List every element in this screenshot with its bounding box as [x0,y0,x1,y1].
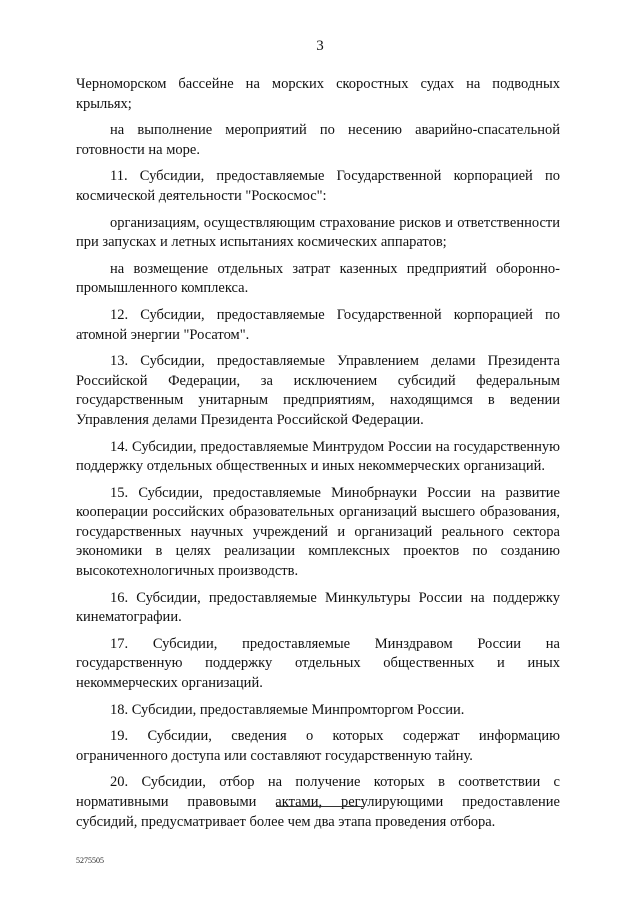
paragraph: 15. Субсидии, предоставляемые Минобрнауки России на развитие кооперации российских образовательных организаций высшего образования, государственных научных учреждений и организаций реального сектора экономики в целях реализации комплексных проектов по созданию высокотехнологичных производств. [76,484,560,580]
paragraph: Черноморском бассейне на морских скоростных судах на подводных крыльях; [76,76,560,112]
page-number: 3 [316,38,324,54]
end-separator-line [276,806,364,807]
paragraph: 19. Субсидии, сведения о которых содержат информацию ограниченного доступа или составляют государственную тайну. [76,728,560,764]
paragraph: 13. Субсидии, предоставляемые Управлением делами Президента Российской Федерации, за исключением субсидий федеральным государственным унитарным предприятиям, находящимся в ведении Управления делами Президента Российской Федерации. [76,353,560,428]
paragraph: 14. Субсидии, предоставляемые Минтрудом России на государственную поддержку отдельных общественных и иных некоммерческих организаций. [76,438,560,475]
paragraph: 16. Субсидии, предоставляемые Минкультуры России на поддержку кинематографии. [76,589,560,626]
paragraph: 12. Субсидии, предоставляемые Государственной корпорацией по атомной энергии "Росатом". [76,306,560,343]
paragraph: на возмещение отдельных затрат казенных предприятий оборонно-промышленного комплекса. [76,260,560,297]
paragraph: 17. Субсидии, предоставляемые Минздравом России на государственную поддержку отдельных общественных и иных некоммерческих организаций. [76,635,560,692]
document-body [76,75,560,839]
paragraph: 20. Субсидии, отбор на получение которых в соответствии с нормативными правовыми актами, регулирующими предоставление субсидий, предусматривает более чем два этапа проведения отбора. [76,774,560,830]
paragraph: на выполнение мероприятий по несению аварийно-спасательной готовности на море. [76,122,560,158]
paragraph: 18. Субсидии, предоставляемые Минпромторгом России. [110,701,465,718]
paragraph: 11. Субсидии, предоставляемые Государственной корпорацией по космической деятельности "Роскосмос": [76,168,560,204]
document-id: 5275505 [76,856,104,865]
paragraph: организациям, осуществляющим страхование рисков и ответственности при запусках и летных испытаниях космических аппаратов; [76,214,560,251]
